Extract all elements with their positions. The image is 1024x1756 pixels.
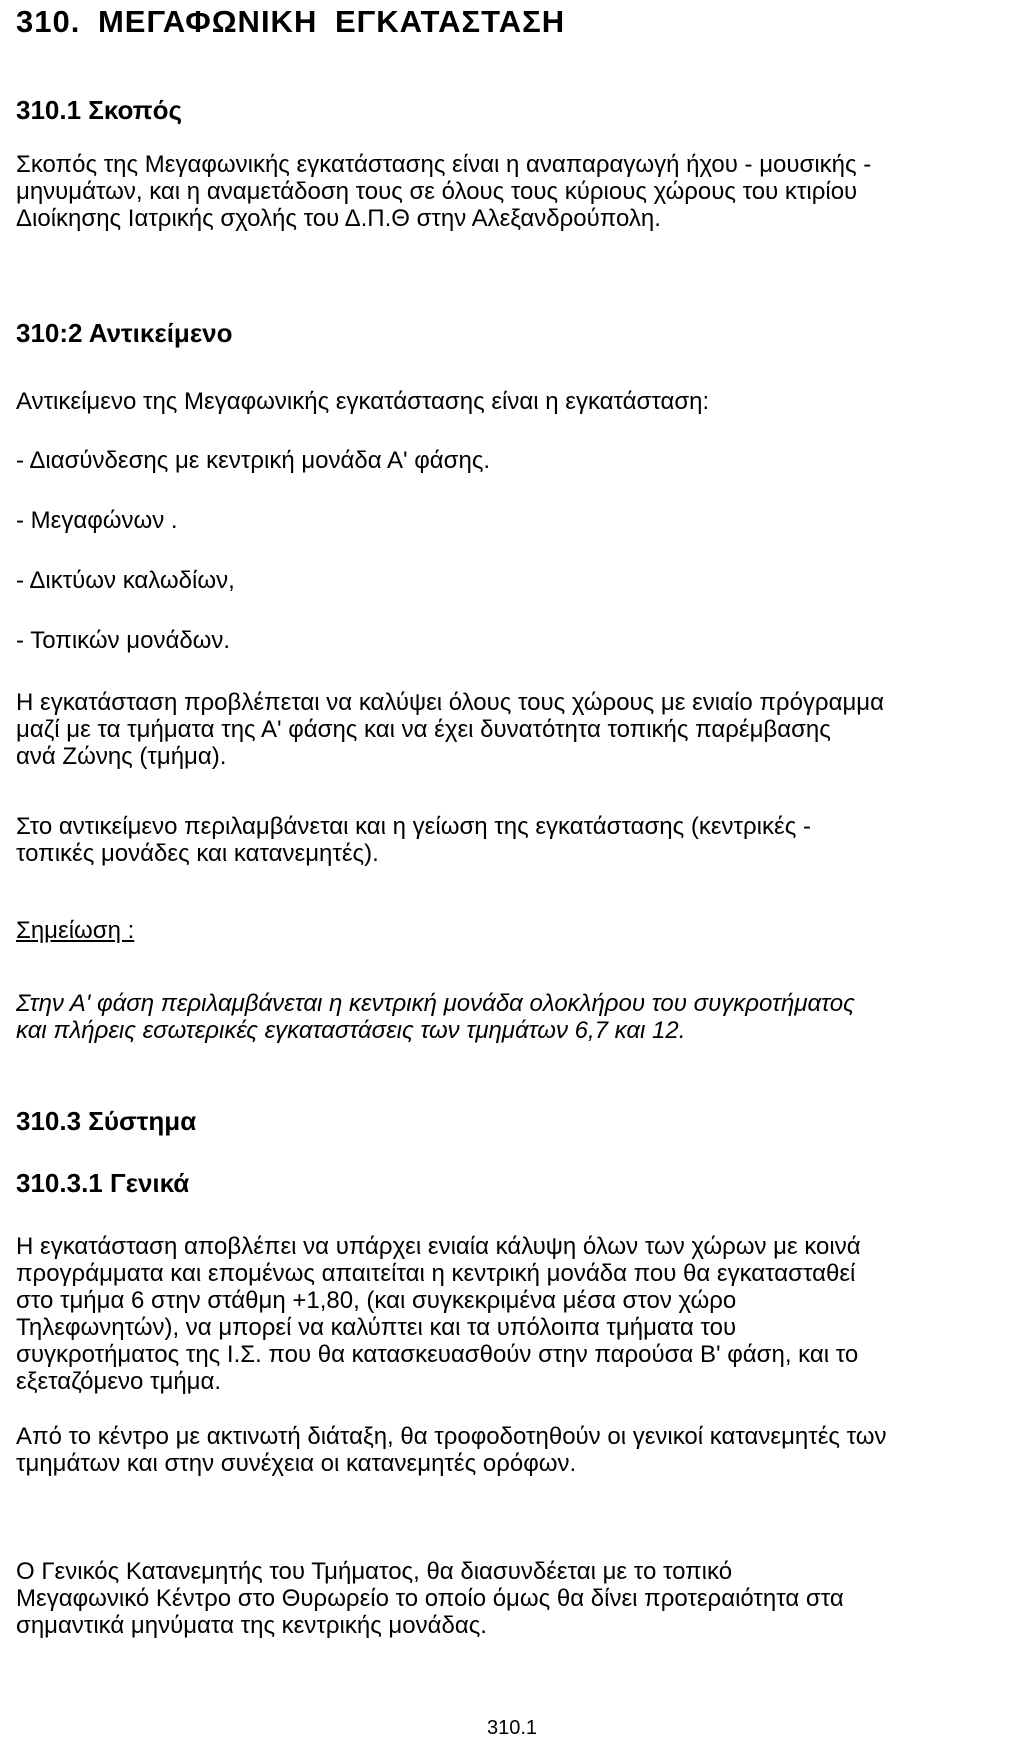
list-item: - Διασύνδεσης με κεντρική μονάδα Α' φάσης. bbox=[16, 447, 491, 474]
object-paragraph-coverage bbox=[16, 689, 1016, 770]
list-item: - Μεγαφώνων . bbox=[16, 507, 178, 534]
text-line: σημαντικά μηνύματα της κεντρικής μονάδας. bbox=[16, 1612, 487, 1639]
text-line: Στο αντικείμενο περιλαμβάνεται και η γείωση της εγκατάστασης (κεντρικές - bbox=[16, 813, 811, 840]
text-line: Σκοπός της Μεγαφωνικής εγκατάστασης είναι η αναπαραγωγή ήχου - μουσικής - bbox=[16, 151, 872, 178]
text-line: Από το κέντρο με ακτινωτή διάταξη, θα τροφοδοτηθούν οι γενικοί κατανεμητές των bbox=[16, 1423, 887, 1450]
text-line: συγκροτήματος της Ι.Σ. που θα κατασκευασθούν στην παρούσα Β' φάση, και το bbox=[16, 1341, 859, 1368]
text-line: Η εγκατάσταση προβλέπεται να καλύψει όλους τους χώρους με ενιαίο πρόγραμμα bbox=[16, 689, 884, 716]
text-line: ανά Ζώνης (τμήμα). bbox=[16, 743, 227, 770]
text-line: Στην Α' φάση περιλαμβάνεται η κεντρική μονάδα ολοκλήρου του συγκροτήματος bbox=[16, 990, 855, 1017]
section-title: 310. ΜΕΓΑΦΩΝΙΚΗ ΕΓΚΑΤΑΣΤΑΣΗ bbox=[16, 4, 566, 39]
purpose-heading: 310.1 Σκοπός bbox=[16, 95, 182, 125]
text-line: στο τμήμα 6 στην στάθμη +1,80, (και συγκεκριμένα μέσα στον χώρο bbox=[16, 1287, 737, 1314]
text-line: Μεγαφωνικό Κέντρο στο Θυρωρείο το οποίο όμως θα δίνει προτεραιότητα στα bbox=[16, 1585, 844, 1612]
text-line: και πλήρεις εσωτερικές εγκαταστάσεις των τμημάτων 6,7 και 12. bbox=[16, 1017, 686, 1044]
text-line: Διοίκησης Ιατρικής σχολής του Δ.Π.Θ στην Αλεξανδρούπολη. bbox=[16, 205, 661, 232]
text-line: μηνυμάτων, και η αναμετάδοση τους σε όλους τους κύριους χώρους του κτιρίου bbox=[16, 178, 858, 205]
text-line: Η εγκατάσταση αποβλέπει να υπάρχει ενιαία κάλυψη όλων των χώρων με κοινά bbox=[16, 1233, 861, 1260]
text-line: Ο Γενικός Κατανεμητής του Τμήματος, θα διασυνδέεται με το τοπικό bbox=[16, 1558, 733, 1585]
note-text bbox=[16, 990, 1016, 1044]
text-line: προγράμματα και επομένως απαιτείται η κεντρική μονάδα που θα εγκατασταθεί bbox=[16, 1260, 856, 1287]
text-line: τμημάτων και στην συνέχεια οι κατανεμητές ορόφων. bbox=[16, 1450, 577, 1477]
object-heading: 310:2 Αντικείμενο bbox=[16, 318, 233, 348]
object-paragraph-grounding bbox=[16, 813, 1016, 867]
object-intro: Αντικείμενο της Μεγαφωνικής εγκατάστασης είναι η εγκατάσταση: bbox=[16, 388, 710, 415]
text-line: τοπικές μονάδες και κατανεμητές). bbox=[16, 840, 379, 867]
system-paragraph-general bbox=[16, 1233, 1016, 1395]
page-number: 310.1 bbox=[486, 1717, 538, 1739]
list-item: - Δικτύων καλωδίων, bbox=[16, 567, 235, 594]
system-subheading: 310.3.1 Γενικά bbox=[16, 1168, 190, 1198]
system-heading: 310.3 Σύστημα bbox=[16, 1106, 197, 1136]
text-line: μαζί με τα τμήματα της Α' φάσης και να έχει δυνατότητα τοπικής παρέμβασης bbox=[16, 716, 831, 743]
text-line: εξεταζόμενο τμήμα. bbox=[16, 1368, 222, 1395]
note-label: Σημείωση : bbox=[16, 917, 135, 944]
system-paragraph-gatehouse bbox=[16, 1558, 1016, 1639]
system-paragraph-distribution bbox=[16, 1423, 1016, 1477]
list-item: - Τοπικών μονάδων. bbox=[16, 627, 231, 654]
purpose-paragraph bbox=[16, 151, 1016, 232]
text-line: Τηλεφωνητών), να μπορεί να καλύπτει και τα υπόλοιπα τμήματα του bbox=[16, 1314, 737, 1341]
